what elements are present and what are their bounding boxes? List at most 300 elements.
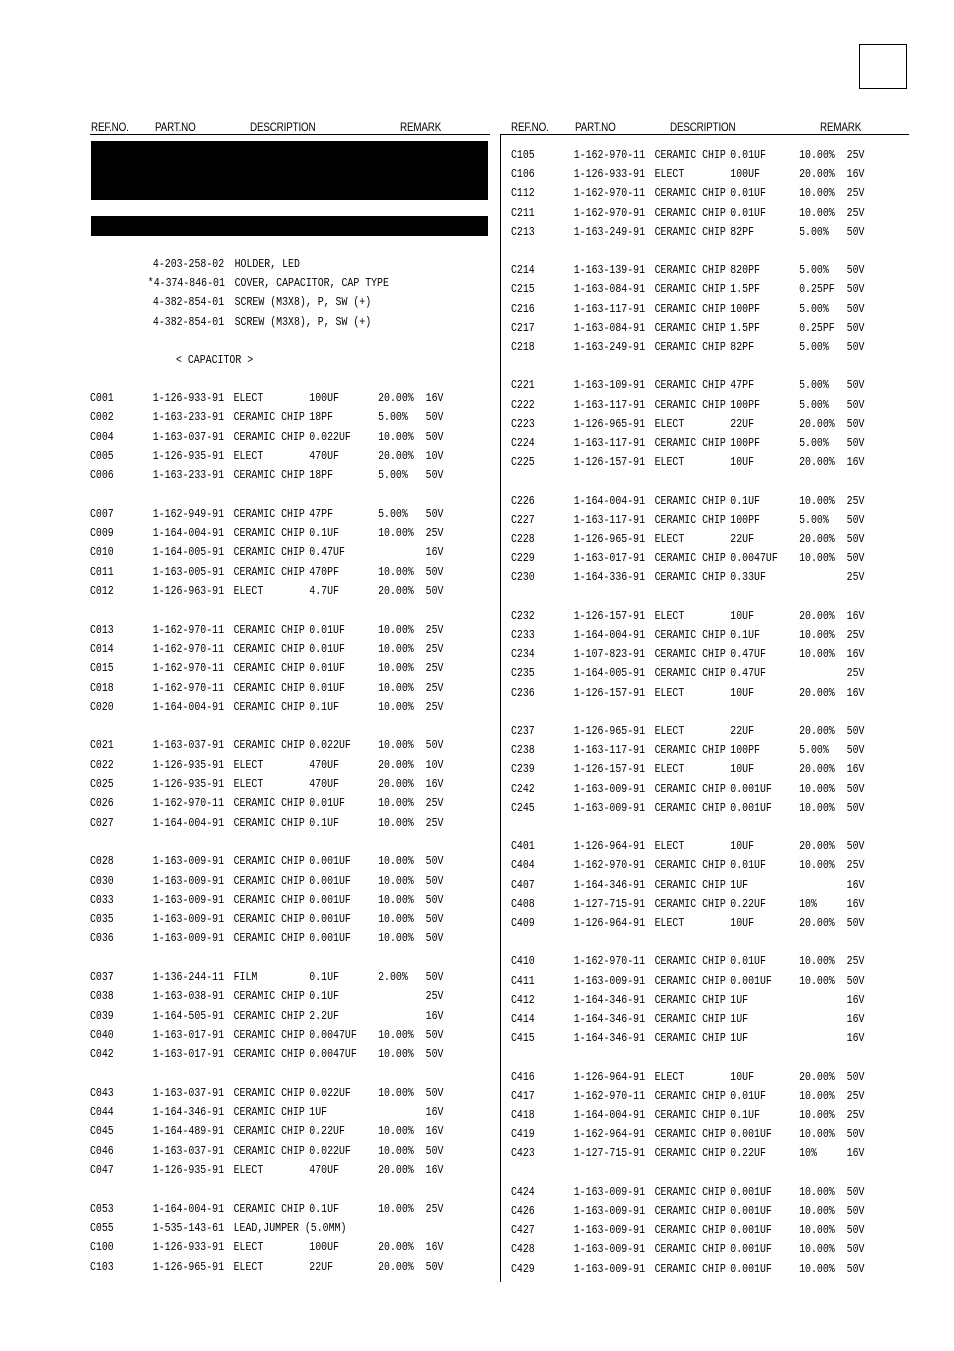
part-no: 1-126-157-91 — [573, 456, 646, 470]
part-no: 1-164-004-91 — [152, 1202, 225, 1216]
tolerance: 10.00% — [378, 681, 414, 695]
tolerance: 20.00% — [378, 449, 414, 463]
part-no: 1-163-233-91 — [152, 469, 225, 483]
ref-no: C404 — [511, 859, 535, 873]
ref-no: C415 — [511, 1032, 535, 1046]
tolerance: 10.00% — [378, 893, 414, 907]
part-no: 1-163-017-91 — [152, 1028, 225, 1042]
voltage: 16V — [425, 1241, 444, 1255]
description: CERAMIC CHIP — [654, 1109, 726, 1122]
part-no: 4-382-854-01 — [152, 296, 225, 309]
description: CERAMIC CHIP — [233, 739, 305, 753]
description: CERAMIC CHIP — [654, 513, 726, 527]
part-no: 1-163-009-91 — [573, 1243, 646, 1257]
part-no: 1-162-949-91 — [152, 507, 225, 521]
tolerance: 20.00% — [378, 778, 414, 791]
voltage: 16V — [425, 392, 444, 405]
ref-no: C426 — [511, 1205, 535, 1218]
tolerance: 20.00% — [799, 917, 835, 930]
tolerance: 10.00% — [378, 1144, 414, 1158]
ref-no: C046 — [90, 1144, 114, 1158]
description: CERAMIC CHIP — [654, 993, 726, 1007]
ref-no: C229 — [511, 552, 535, 566]
ref-no: C035 — [90, 913, 114, 927]
value: 0.1UF — [730, 1109, 760, 1122]
tolerance: 10.00% — [799, 955, 835, 969]
voltage: 25V — [846, 1089, 865, 1103]
value: 0.001UF — [730, 782, 772, 796]
ref-no: C044 — [90, 1106, 114, 1120]
ref-no: C409 — [511, 917, 535, 930]
voltage: 25V — [425, 797, 444, 811]
voltage: 50V — [846, 1128, 865, 1142]
ref-no: C428 — [511, 1243, 535, 1257]
part-no: 1-163-233-91 — [152, 411, 225, 425]
part-no: 1-535-143-61 — [152, 1221, 225, 1235]
voltage: 25V — [846, 859, 865, 873]
voltage: 50V — [425, 1048, 444, 1062]
ref-no: C213 — [511, 225, 535, 239]
value: 0.01UF — [309, 681, 345, 695]
value: 470UF — [309, 449, 339, 463]
voltage: 25V — [846, 571, 865, 585]
description: CERAMIC CHIP — [654, 225, 726, 239]
voltage: 16V — [846, 763, 865, 777]
ref-no: C228 — [511, 533, 535, 546]
description: CERAMIC CHIP — [233, 527, 305, 541]
value: 18PF — [309, 411, 334, 425]
part-no: 1-163-017-91 — [152, 1048, 225, 1062]
page-number-box — [859, 44, 907, 89]
part-no: 1-163-139-91 — [573, 264, 646, 278]
voltage: 50V — [425, 585, 444, 598]
ref-no: C236 — [511, 686, 535, 700]
description: CERAMIC CHIP — [233, 1125, 305, 1139]
value: 0.001UF — [730, 1185, 772, 1199]
ref-no: C214 — [511, 264, 535, 278]
tolerance: 10.00% — [799, 782, 835, 796]
ref-no: C105 — [511, 149, 535, 162]
part-no: 1-126-964-91 — [573, 840, 646, 854]
description: CERAMIC CHIP — [654, 437, 726, 450]
value: 0.001UF — [309, 855, 351, 869]
description: CERAMIC CHIP — [233, 1086, 305, 1100]
description: CERAMIC CHIP — [233, 565, 305, 579]
part-no: 1-164-004-91 — [152, 816, 225, 830]
part-no: 1-164-346-91 — [573, 878, 646, 892]
part-no: 1-164-005-91 — [152, 546, 225, 560]
voltage: 25V — [846, 206, 865, 220]
description: CERAMIC CHIP — [654, 1224, 726, 1238]
part-no: 1-163-117-91 — [573, 437, 646, 450]
ref-no: C216 — [511, 302, 535, 316]
description: ELECT — [233, 392, 264, 405]
value: 22UF — [730, 417, 755, 431]
part-no: 1-164-004-91 — [152, 700, 225, 714]
ref-no: C239 — [511, 763, 535, 777]
ref-no: C043 — [90, 1086, 114, 1100]
value: 0.01UF — [730, 149, 766, 162]
voltage: 50V — [846, 264, 865, 278]
misc-part-row — [91, 296, 372, 314]
misc-part-row — [91, 316, 372, 334]
ref-no: C001 — [90, 392, 114, 405]
description: ELECT — [654, 417, 685, 431]
description: CERAMIC CHIP — [654, 1147, 726, 1161]
tolerance: 5.00% — [799, 379, 829, 393]
tolerance: 5.00% — [799, 513, 829, 527]
part-no: 1-162-970-91 — [573, 859, 646, 873]
tolerance: 10.00% — [378, 913, 414, 927]
part-no: 1-163-009-91 — [573, 1205, 646, 1218]
tolerance: 10.00% — [378, 816, 414, 830]
value: 0.022UF — [309, 430, 351, 444]
part-no: 1-162-970-11 — [152, 797, 225, 811]
value: 0.22UF — [730, 897, 766, 911]
voltage: 50V — [846, 283, 865, 297]
redacted-bar — [91, 216, 488, 236]
part-no: 1-163-009-91 — [573, 782, 646, 796]
voltage: 50V — [846, 437, 865, 450]
value: 0.01UF — [309, 623, 345, 637]
tolerance: 10.00% — [799, 1089, 835, 1103]
description: ELECT — [233, 585, 264, 598]
voltage: 16V — [425, 1009, 444, 1023]
tolerance: 5.00% — [799, 302, 829, 316]
value: 100UF — [730, 168, 760, 182]
part-no: 1-163-084-91 — [573, 321, 646, 335]
tolerance: 10.00% — [378, 874, 414, 888]
value: 0.0047UF — [309, 1048, 357, 1062]
value: 0.33UF — [730, 571, 766, 585]
ref-no: C223 — [511, 417, 535, 431]
value: 2.2UF — [309, 1009, 339, 1023]
value: 0.001UF — [309, 893, 351, 907]
value: 22UF — [730, 725, 755, 738]
header-desc-left: DESCRIPTION — [250, 120, 316, 134]
value: 100PF — [730, 744, 760, 758]
voltage: 16V — [846, 648, 865, 662]
voltage: 25V — [425, 662, 444, 676]
value: 0.47UF — [730, 667, 766, 681]
description: ELECT — [654, 763, 685, 777]
tolerance: 10.00% — [378, 1048, 414, 1062]
header-desc-right: DESCRIPTION — [670, 120, 736, 134]
part-no: 1-126-933-91 — [573, 168, 646, 182]
voltage: 50V — [425, 507, 444, 521]
voltage: 50V — [425, 1086, 444, 1100]
ref-no: C106 — [511, 168, 535, 182]
ref-no: C028 — [90, 855, 114, 869]
ref-no: C234 — [511, 648, 535, 662]
header-part-right: PART.NO — [575, 120, 616, 134]
voltage: 25V — [425, 1202, 444, 1216]
voltage: 50V — [425, 1260, 444, 1274]
header-ref-right: REF.NO. — [511, 120, 549, 134]
value: 1UF — [730, 1032, 749, 1046]
tolerance: 20.00% — [799, 763, 835, 777]
value: 0.001UF — [309, 932, 351, 946]
header-rule-right — [500, 134, 909, 135]
tolerance: 10.00% — [378, 565, 414, 579]
voltage: 50V — [425, 971, 444, 984]
description: CERAMIC CHIP — [233, 642, 305, 656]
ref-no: C002 — [90, 411, 114, 425]
value: 0.022UF — [309, 1086, 351, 1100]
description: ELECT — [654, 917, 685, 930]
part-no: 1-163-009-91 — [152, 855, 225, 869]
value: 0.01UF — [309, 642, 345, 656]
voltage: 50V — [846, 1185, 865, 1199]
part-no: 1-163-249-91 — [573, 225, 646, 239]
description: ELECT — [654, 686, 685, 700]
ref-no: C047 — [90, 1164, 114, 1177]
tolerance: 20.00% — [378, 1164, 414, 1177]
voltage: 50V — [846, 744, 865, 758]
ref-no: C037 — [90, 971, 114, 984]
tolerance: 20.00% — [799, 609, 835, 623]
part-no: 1-163-009-91 — [152, 893, 225, 907]
ref-no: C006 — [90, 469, 114, 483]
part-no: 1-163-009-91 — [152, 932, 225, 946]
part-no: 1-162-970-11 — [152, 662, 225, 676]
part-no: 1-163-009-91 — [573, 1262, 646, 1276]
tolerance: 10.00% — [799, 1109, 835, 1122]
description: HOLDER, LED — [234, 258, 300, 271]
tolerance: 10.00% — [799, 974, 835, 988]
voltage: 25V — [846, 494, 865, 508]
description: CERAMIC CHIP — [654, 667, 726, 681]
voltage: 50V — [425, 913, 444, 927]
value: 0.001UF — [730, 1205, 772, 1218]
ref-no: C221 — [511, 379, 535, 393]
value: 470UF — [309, 778, 339, 791]
tolerance: 20.00% — [378, 1241, 414, 1255]
value: 47PF — [309, 507, 334, 521]
ref-no: C036 — [90, 932, 114, 946]
description: ELECT — [233, 1164, 264, 1177]
value: 100PF — [730, 513, 760, 527]
tolerance: 10.00% — [378, 700, 414, 714]
tolerance: 10.00% — [378, 430, 414, 444]
value: 0.001UF — [730, 1224, 772, 1238]
ref-no: C245 — [511, 801, 535, 815]
part-no: 1-162-970-11 — [573, 1089, 646, 1103]
part-no: 1-162-970-11 — [573, 955, 646, 969]
value: 100PF — [730, 302, 760, 316]
section-title: < CAPACITOR > — [176, 354, 254, 367]
description: ELECT — [654, 456, 685, 470]
value: 100UF — [309, 1241, 339, 1255]
ref-no: C211 — [511, 206, 535, 220]
value: 0.01UF — [730, 187, 766, 201]
voltage: 50V — [425, 1144, 444, 1158]
ref-no: C238 — [511, 744, 535, 758]
part-no: *4-374-846-01 — [147, 277, 225, 290]
ref-no: C012 — [90, 585, 114, 598]
tolerance: 5.00% — [799, 264, 829, 278]
tolerance: 10.00% — [799, 1185, 835, 1199]
ref-no: C040 — [90, 1028, 114, 1042]
description: CERAMIC CHIP — [654, 206, 726, 220]
tolerance: 10.00% — [799, 552, 835, 566]
voltage: 16V — [846, 993, 865, 1007]
tolerance: 20.00% — [799, 1070, 835, 1084]
ref-no: C427 — [511, 1224, 535, 1238]
voltage: 10V — [425, 758, 444, 772]
voltage: 25V — [425, 990, 444, 1004]
tolerance: 10.00% — [378, 797, 414, 811]
tolerance: 20.00% — [378, 1260, 414, 1274]
tolerance: 20.00% — [378, 392, 414, 405]
voltage: 50V — [846, 417, 865, 431]
description: CERAMIC CHIP — [654, 974, 726, 988]
tolerance: 10.00% — [799, 187, 835, 201]
description: CERAMIC CHIP — [233, 662, 305, 676]
voltage: 25V — [846, 149, 865, 162]
ref-no: C020 — [90, 700, 114, 714]
part-no: 1-127-715-91 — [573, 897, 646, 911]
description: SCREW (M3X8), P, SW (+) — [234, 316, 372, 329]
part-no: 1-126-157-91 — [573, 686, 646, 700]
voltage: 10V — [425, 449, 444, 463]
tolerance: 20.00% — [799, 725, 835, 738]
part-no: 1-163-038-91 — [152, 990, 225, 1004]
description: CERAMIC CHIP — [233, 1028, 305, 1042]
value: 470UF — [309, 758, 339, 772]
part-no: 1-164-004-91 — [152, 527, 225, 541]
part-no: 1-162-970-11 — [152, 642, 225, 656]
value: 1.5PF — [730, 321, 760, 335]
part-no: 1-164-346-91 — [573, 1032, 646, 1046]
part-no: 1-163-009-91 — [573, 801, 646, 815]
part-no: 1-162-970-11 — [573, 149, 646, 162]
part-no: 1-126-935-91 — [152, 1164, 225, 1177]
description: CERAMIC CHIP — [654, 1243, 726, 1257]
ref-no: C416 — [511, 1070, 535, 1084]
description: CERAMIC CHIP — [233, 893, 305, 907]
voltage: 25V — [425, 623, 444, 637]
part-no: 1-163-037-91 — [152, 1144, 225, 1158]
voltage: 25V — [425, 527, 444, 541]
description: CERAMIC CHIP — [654, 187, 726, 201]
description: ELECT — [654, 168, 685, 182]
description: CERAMIC CHIP — [233, 816, 305, 830]
description: CERAMIC CHIP — [233, 469, 305, 483]
tolerance: 10.00% — [799, 206, 835, 220]
voltage: 50V — [846, 533, 865, 546]
voltage: 25V — [425, 642, 444, 656]
voltage: 16V — [425, 546, 444, 560]
description: ELECT — [654, 609, 685, 623]
part-no: 1-163-117-91 — [573, 302, 646, 316]
voltage: 50V — [846, 840, 865, 854]
description: ELECT — [233, 1260, 264, 1274]
description: CERAMIC CHIP — [654, 897, 726, 911]
part-no: 1-163-009-91 — [573, 1185, 646, 1199]
ref-no: C408 — [511, 897, 535, 911]
tolerance: 5.00% — [799, 744, 829, 758]
voltage: 25V — [425, 816, 444, 830]
part-no: 1-126-965-91 — [152, 1260, 225, 1274]
description: CERAMIC CHIP — [654, 744, 726, 758]
part-no: 1-163-009-91 — [573, 1224, 646, 1238]
value: 1UF — [730, 993, 749, 1007]
value: 1UF — [309, 1106, 328, 1120]
voltage: 50V — [425, 565, 444, 579]
voltage: 50V — [846, 1243, 865, 1257]
voltage: 50V — [425, 874, 444, 888]
value: 10UF — [730, 686, 755, 700]
ref-no: C419 — [511, 1128, 535, 1142]
description: CERAMIC CHIP — [233, 913, 305, 927]
description: CERAMIC CHIP — [654, 859, 726, 873]
part-no: 1-163-084-91 — [573, 283, 646, 297]
voltage: 50V — [846, 1262, 865, 1276]
value: 0.001UF — [730, 1262, 772, 1276]
description: CERAMIC CHIP — [233, 1106, 305, 1120]
ref-no: C022 — [90, 758, 114, 772]
part-no: 1-164-346-91 — [152, 1106, 225, 1120]
value: 0.1UF — [309, 1202, 339, 1216]
description: CERAMIC CHIP — [654, 1089, 726, 1103]
part-no: 1-163-037-91 — [152, 1086, 225, 1100]
voltage: 50V — [425, 893, 444, 907]
ref-no: C039 — [90, 1009, 114, 1023]
description: CERAMIC CHIP — [654, 149, 726, 162]
value: 0.22UF — [309, 1125, 345, 1139]
tolerance: 10.00% — [799, 149, 835, 162]
part-no: 1-163-117-91 — [573, 513, 646, 527]
value: 10UF — [730, 456, 755, 470]
part-no: 1-162-970-11 — [152, 623, 225, 637]
description: ELECT — [233, 758, 264, 772]
description: CERAMIC CHIP — [654, 629, 726, 642]
voltage: 50V — [846, 321, 865, 335]
tolerance: 5.00% — [799, 225, 829, 239]
tolerance: 10.00% — [799, 801, 835, 815]
description: CERAMIC CHIP — [233, 1009, 305, 1023]
value: 1UF — [730, 1013, 749, 1026]
tolerance: 10.00% — [799, 494, 835, 508]
header-ref-left: REF.NO. — [91, 120, 129, 134]
value: 100PF — [730, 398, 760, 412]
description: COVER, CAPACITOR, CAP TYPE — [234, 277, 389, 290]
tolerance: 10.00% — [378, 642, 414, 656]
value: 0.001UF — [730, 1128, 772, 1142]
ref-no: C401 — [511, 840, 535, 854]
part-no: 1-126-965-91 — [573, 417, 646, 431]
part-no: 1-136-244-11 — [152, 971, 225, 984]
ref-no: C011 — [90, 565, 114, 579]
part-no: 1-164-489-91 — [152, 1125, 225, 1139]
voltage: 16V — [425, 1125, 444, 1139]
ref-no: C053 — [90, 1202, 114, 1216]
ref-no: C222 — [511, 398, 535, 412]
value: 100PF — [730, 437, 760, 450]
voltage: 25V — [846, 1109, 865, 1122]
value: 0.001UF — [730, 1243, 772, 1257]
voltage: 50V — [425, 932, 444, 946]
ref-no: C217 — [511, 321, 535, 335]
value: 0.47UF — [730, 648, 766, 662]
ref-no: C013 — [90, 623, 114, 637]
description: CERAMIC CHIP — [233, 932, 305, 946]
ref-no: C010 — [90, 546, 114, 560]
misc-part-row — [91, 258, 300, 276]
voltage: 16V — [846, 686, 865, 700]
description: ELECT — [654, 725, 685, 738]
